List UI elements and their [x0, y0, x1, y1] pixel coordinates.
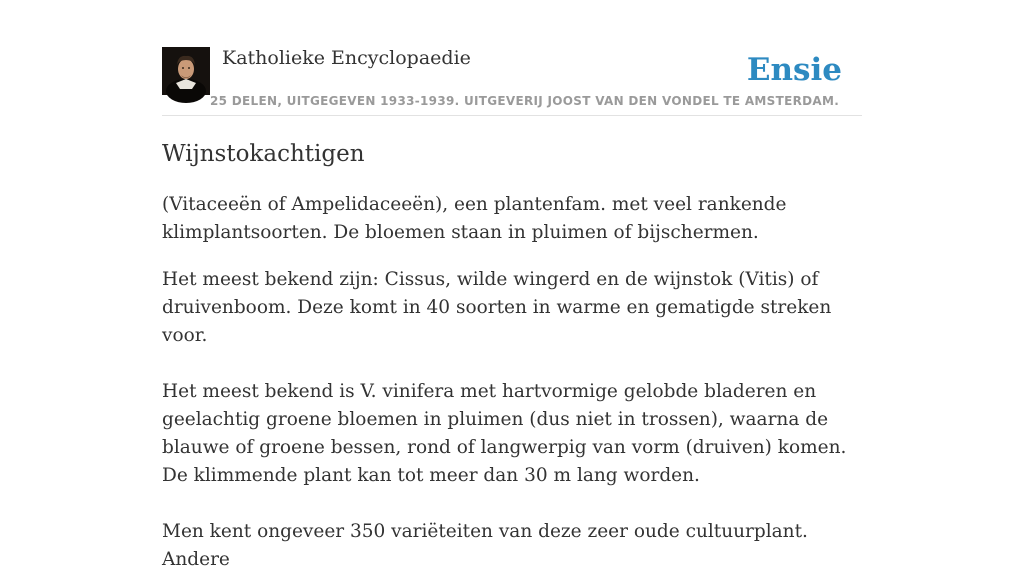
portrait-avatar-icon[interactable]	[162, 47, 210, 95]
source-meta: 25 DELEN, UITGEGEVEN 1933-1939. UITGEVERIJ JOOST VAN DEN VONDEL TE AMSTERDAM.	[210, 94, 840, 108]
article-title: Wijnstokachtigen	[162, 141, 365, 167]
article	[162, 138, 862, 574]
article-paragraph: Het meest bekend is V. vinifera met hartvormige gelobde bladeren en geelachtig groene bloemen in pluimen (dus niet in trossen), waarna de blauwe of groene bessen, rond of langwerpig van vorm (druiven) komen. De klimmende plant kan tot meer dan 30 m lang worden.	[162, 381, 847, 486]
source-header	[162, 46, 862, 116]
article-paragraph: Men kent ongeveer 350 variëteiten van deze zeer oude cultuurplant. Andere	[162, 521, 808, 570]
brand-logo-link[interactable]: Ensie	[746, 52, 842, 88]
article-paragraph: Het meest bekend zijn: Cissus, wilde wingerd en de wijnstok (Vitis) of druivenboom. Deze komt in 40 soorten in warme en gematigde streken voor.	[162, 269, 832, 346]
article-paragraph: (Vitaceeën of Ampelidaceeën), een plantenfam. met veel rankende klimplantsoorten. De bloemen staan in pluimen of bijschermen.	[162, 194, 787, 243]
source-title[interactable]: Katholieke Encyclopaedie	[222, 47, 471, 69]
